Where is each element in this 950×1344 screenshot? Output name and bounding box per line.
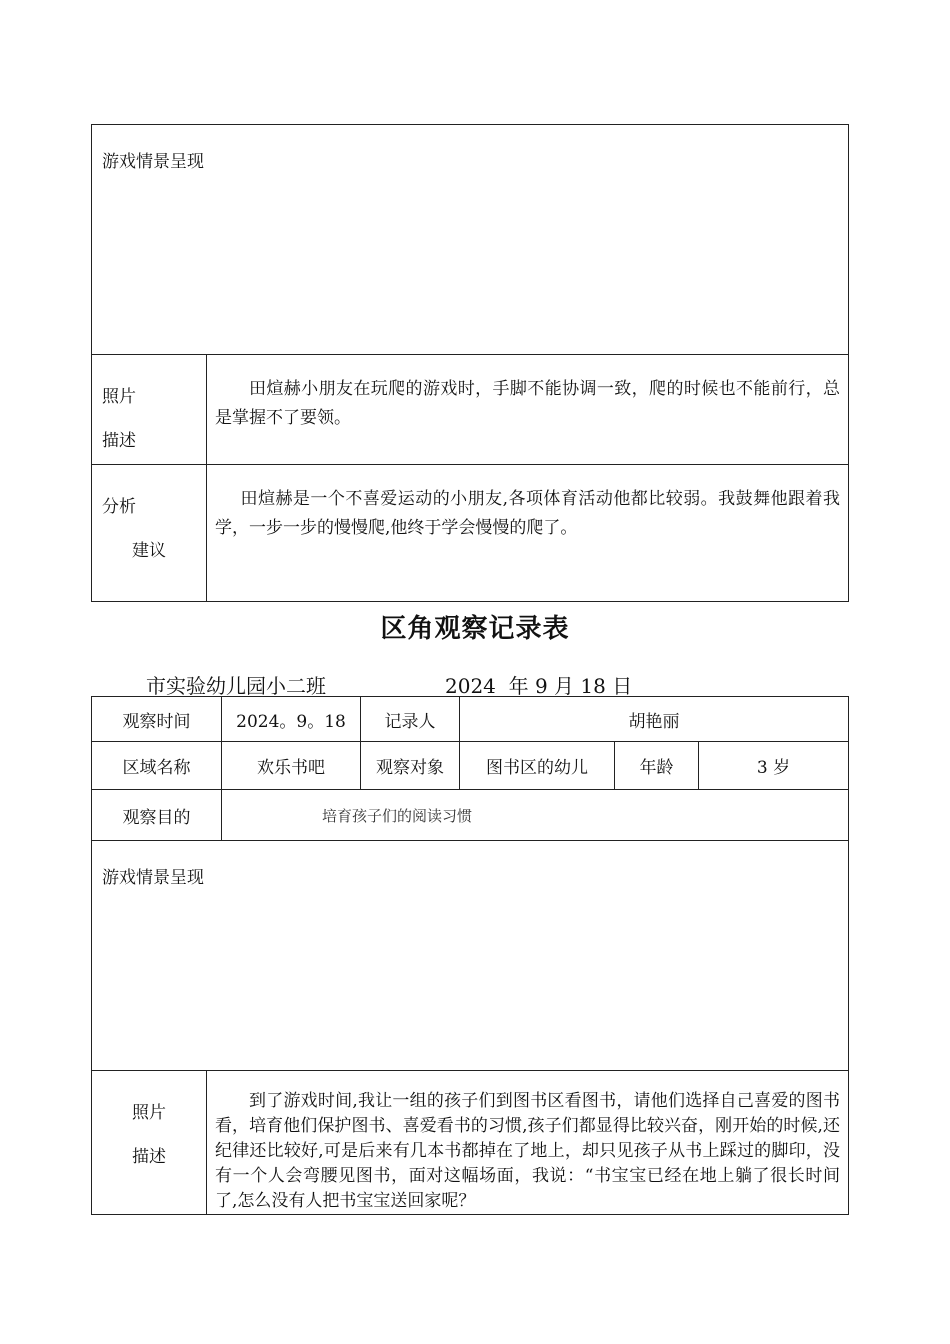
record1-analysis-label-2: 建议 bbox=[132, 541, 166, 561]
record2-photo-text-cell bbox=[207, 1071, 849, 1215]
school-class: 市实验幼儿园小二班 bbox=[146, 674, 326, 698]
record2-body-table bbox=[91, 840, 849, 1215]
record2-scene-cell bbox=[92, 841, 849, 1071]
age-value: 3 岁 bbox=[699, 742, 849, 790]
record1-photo-label-cell bbox=[92, 355, 207, 465]
record1-photo-text-cell bbox=[207, 355, 849, 465]
record1-photo-label-2: 描述 bbox=[102, 431, 136, 451]
record2-photo-label-2: 描述 bbox=[132, 1147, 166, 1167]
record2-photo-text: 到了游戏时间,我让一组的孩子们到图书区看图书，请他们选择自己喜爱的图书看，培育他们保护图书、喜爱看书的习惯,孩子们都显得比较兴奋，刚开始的时候,还纪律还比较好,可是后来有几本书都掉在了地上，却只见孩子从书上踩过的脚印，没有一个人会弯腰见图书，面对这幅场面，我说：“书宝宝已经在地上躺了很长时间了,怎么没有人把书宝宝送回家呢？ bbox=[215, 1091, 840, 1211]
record1-photo-label-1: 照片 bbox=[102, 387, 136, 407]
goal-label: 观察目的 bbox=[92, 790, 222, 841]
record1-photo-text: 田煊赫小朋友在玩爬的游戏时，手脚不能协调一致，爬的时候也不能前行，总是掌握不了要领。 bbox=[215, 379, 840, 428]
time-value: 2024。9。18 bbox=[222, 697, 361, 742]
record1-scene-label: 游戏情景呈现 bbox=[102, 152, 204, 172]
record2-info-table bbox=[91, 696, 849, 841]
record2-scene-label: 游戏情景呈现 bbox=[102, 868, 204, 888]
age-label: 年龄 bbox=[615, 742, 699, 790]
object-value: 图书区的幼儿 bbox=[460, 742, 615, 790]
area-value: 欢乐书吧 bbox=[222, 742, 361, 790]
record1-analysis-label-cell bbox=[92, 465, 207, 602]
record1-analysis-text: 田煊赫是一个不喜爱运动的小朋友,各项体育活动他都比较弱。我鼓舞他跟着我学，一步一步的慢慢爬,他终于学会慢慢的爬了。 bbox=[215, 489, 840, 538]
recorder-value: 胡艳丽 bbox=[460, 697, 849, 742]
page-title: 区角观察记录表 bbox=[380, 614, 570, 644]
record1-scene-cell bbox=[92, 125, 849, 355]
time-label: 观察时间 bbox=[92, 697, 222, 742]
record1-table bbox=[91, 124, 849, 602]
record2-photo-label-cell bbox=[92, 1071, 207, 1215]
record1-analysis-text-cell bbox=[207, 465, 849, 602]
record2-photo-label-1: 照片 bbox=[132, 1103, 166, 1123]
record-date: 2024 年 9 月 18 日 bbox=[445, 674, 633, 698]
record1-analysis-label-1: 分析 bbox=[102, 497, 136, 517]
goal-value: 培育孩子们的阅读习惯 bbox=[222, 790, 849, 841]
recorder-label: 记录人 bbox=[361, 697, 460, 742]
object-label: 观察对象 bbox=[361, 742, 460, 790]
area-label: 区域名称 bbox=[92, 742, 222, 790]
